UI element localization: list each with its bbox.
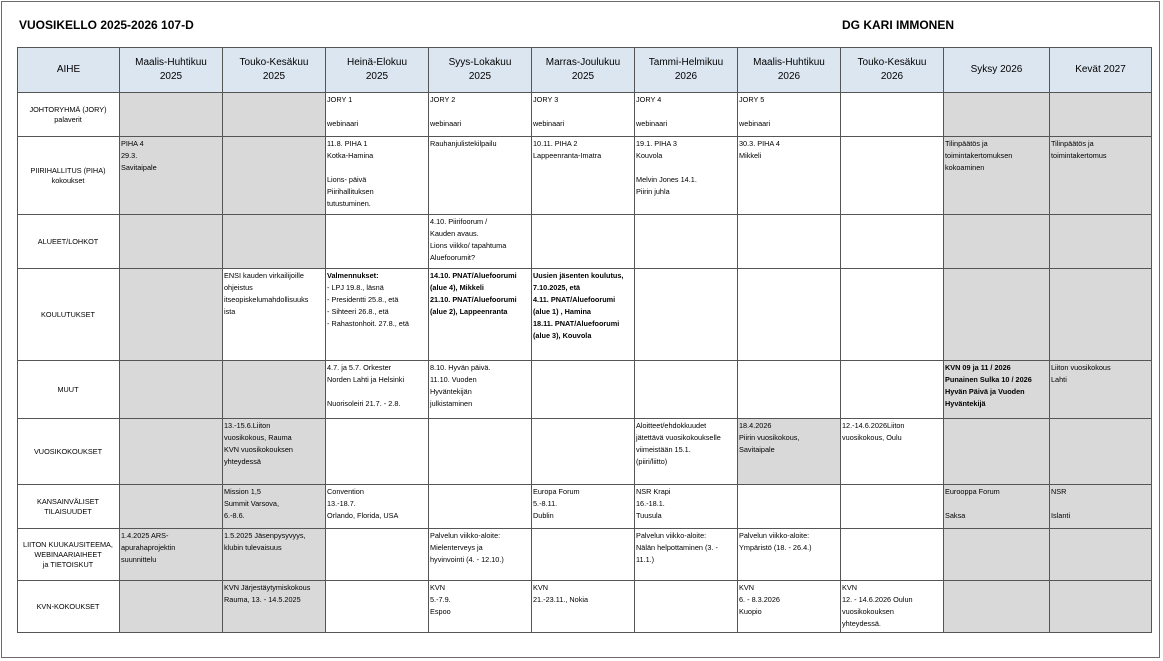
row-label: KANSAINVÄLISET TILAISUUDET	[18, 485, 120, 529]
table-cell: Palvelun viikko-aloite: Nälän helpottaminen (3. - 11.1.)	[635, 529, 738, 581]
table-cell	[841, 215, 944, 269]
table-cell: KVN Järjestäytymiskokous Rauma, 13. - 14.5.2025	[223, 581, 326, 633]
table-cell	[429, 419, 532, 485]
row-label: MUUT	[18, 361, 120, 419]
table-cell	[532, 529, 635, 581]
table-cell	[841, 137, 944, 215]
table-cell: 10.11. PIHA 2 Lappeenranta-Imatra	[532, 137, 635, 215]
table-cell: Uusien jäsenten koulutus, 7.10.2025, etä 4.11. PNAT/Aluefoorumi (alue 1) , Hamina 18.11. PNAT/Aluefoorumi (alue 3), Kouvola	[532, 269, 635, 361]
table-cell	[223, 215, 326, 269]
table-cell: Palvelun viikko-aloite: Ympäristö (18. - 26.4.)	[738, 529, 841, 581]
table-cell: KVN 12. - 14.6.2026 Oulun vuosikokouksen yhteydessä.	[841, 581, 944, 633]
table-cell: Tilinpäätös ja toimintakertomus	[1050, 137, 1152, 215]
column-header: Heinä-Elokuu 2025	[326, 48, 429, 93]
column-header: Maalis-Huhtikuu 2026	[738, 48, 841, 93]
table-cell: Eurooppa Forum Saksa	[944, 485, 1050, 529]
column-header: Syksy 2026	[944, 48, 1050, 93]
table-cell	[223, 93, 326, 137]
table-cell: 4.7. ja 5.7. Orkester Norden Lahti ja Helsinki Nuorisoleiri 21.7. - 2.8.	[326, 361, 429, 419]
table-cell	[1050, 581, 1152, 633]
table-row	[18, 529, 1152, 581]
row-label: KVN-KOKOUKSET	[18, 581, 120, 633]
table-cell	[635, 215, 738, 269]
table-cell	[223, 137, 326, 215]
table-cell: 12.-14.6.2026Liiton vuosikokous, Oulu	[841, 419, 944, 485]
table-cell: Palvelun viikko-aloite: Mielenterveys ja hyvinvointi (4. - 12.10.)	[429, 529, 532, 581]
table-cell: Rauhanjulistekilpailu	[429, 137, 532, 215]
table-row	[18, 581, 1152, 633]
table-cell	[1050, 215, 1152, 269]
table-cell	[223, 361, 326, 419]
row-label: VUOSIKOKOUKSET	[18, 419, 120, 485]
row-label: LIITON KUUKAUSITEEMA, WEBINAARIAIHEET ja TIETOISKUT	[18, 529, 120, 581]
table-cell	[1050, 529, 1152, 581]
table-cell: Valmennukset: - LPJ 19.8., läsnä - Presidentti 25.8., etä - Sihteeri 26.8., etä - Rahastonhoit. 27.8., etä	[326, 269, 429, 361]
table-cell	[944, 269, 1050, 361]
table-cell: KVN 6. - 8.3.2026 Kuopio	[738, 581, 841, 633]
cell-heading: Valmennukset:	[327, 271, 379, 280]
table-cell	[635, 269, 738, 361]
table-cell: ENSI kauden virkailijoille ohjeistus itseopiskelumahdollisuuks ista	[223, 269, 326, 361]
table-cell	[635, 361, 738, 419]
table-cell: 30.3. PIHA 4 Mikkeli	[738, 137, 841, 215]
table-cell: 4.10. Piirifoorum / Kauden avaus. Lions viikko/ tapahtuma Aluefoorumit?	[429, 215, 532, 269]
table-cell	[532, 419, 635, 485]
row-label: KOULUTUKSET	[18, 269, 120, 361]
table-cell	[944, 93, 1050, 137]
table-cell	[944, 581, 1050, 633]
table-cell: PIHA 4 29.3. Savitaipale	[120, 137, 223, 215]
table-cell: 13.-15.6.Liiton vuosikokous, Rauma KVN vuosikokouksen yhteydessä	[223, 419, 326, 485]
table-cell: JORY 4 webinaari	[635, 93, 738, 137]
table-cell: JORY 3 webinaari	[532, 93, 635, 137]
table-cell: 11.8. PIHA 1 Kotka-Hamina Lions- päivä Piirihallituksen tutustuminen.	[326, 137, 429, 215]
table-cell: JORY 5 webinaari	[738, 93, 841, 137]
table-row	[18, 93, 1152, 137]
table-cell	[326, 581, 429, 633]
table-cell: Aloitteet/ehdokkuudet jätettävä vuosikokoukselle viimeistään 15.1. (piiri/liitto)	[635, 419, 738, 485]
column-header: AIHE	[18, 48, 120, 93]
table-cell	[944, 215, 1050, 269]
table-cell	[738, 361, 841, 419]
table-row	[18, 137, 1152, 215]
table-cell: KVN 09 ja 11 / 2026 Punainen Sulka 10 / 2026 Hyvän Päivä ja Vuoden Hyväntekijä	[944, 361, 1050, 419]
table-cell	[429, 485, 532, 529]
table-cell	[120, 361, 223, 419]
column-header: Touko-Kesäkuu 2025	[223, 48, 326, 93]
annual-calendar-table	[17, 47, 1152, 633]
table-cell	[1050, 93, 1152, 137]
table-cell: NSR Krapi 16.-18.1. Tuusula	[635, 485, 738, 529]
column-header: Tammi-Helmikuu 2026	[635, 48, 738, 93]
column-header: Syys-Lokakuu 2025	[429, 48, 532, 93]
column-header: Touko-Kesäkuu 2026	[841, 48, 944, 93]
district-governor-name: DG KARI IMMONEN	[842, 18, 954, 32]
table-cell	[841, 93, 944, 137]
table-cell: JORY 1 webinaari	[326, 93, 429, 137]
row-label: JOHTORYHMÄ (JORY) palaverit	[18, 93, 120, 137]
table-cell	[326, 529, 429, 581]
document-title: VUOSIKELLO 2025-2026 107-D	[19, 18, 194, 32]
table-cell: 1.4.2025 ARS- apurahaprojektin suunnittelu	[120, 529, 223, 581]
table-cell	[1050, 269, 1152, 361]
table-cell	[944, 529, 1050, 581]
table-cell	[841, 361, 944, 419]
table-cell	[738, 485, 841, 529]
table-cell: 18.4.2026 Piirin vuosikokous, Savitaipale	[738, 419, 841, 485]
table-cell	[738, 215, 841, 269]
table-cell	[120, 419, 223, 485]
table-cell	[532, 215, 635, 269]
row-label: ALUEET/LOHKOT	[18, 215, 120, 269]
table-cell	[841, 485, 944, 529]
table-cell: 8.10. Hyvän päivä. 11.10. Vuoden Hyväntekijän julkistaminen	[429, 361, 532, 419]
table-cell: 19.1. PIHA 3 Kouvola Melvin Jones 14.1. Piirin juhla	[635, 137, 738, 215]
table-cell	[1050, 419, 1152, 485]
table-row	[18, 215, 1152, 269]
table-cell	[326, 419, 429, 485]
table-cell	[120, 485, 223, 529]
table-cell: KVN 5.-7.9. Espoo	[429, 581, 532, 633]
table-cell: NSR Islanti	[1050, 485, 1152, 529]
table-row	[18, 361, 1152, 419]
table-cell: 14.10. PNAT/Aluefoorumi (alue 4), Mikkeli 21.10. PNAT/Aluefoorumi (alue 2), Lappeenranta	[429, 269, 532, 361]
table-cell	[841, 529, 944, 581]
table-row	[18, 485, 1152, 529]
table-cell: Tilinpäätös ja toimintakertomuksen kokoaminen	[944, 137, 1050, 215]
table-cell	[841, 269, 944, 361]
table-cell	[738, 269, 841, 361]
table-cell: JORY 2 webinaari	[429, 93, 532, 137]
row-label: PIIRIHALLITUS (PIHA) kokoukset	[18, 137, 120, 215]
table-cell: Mission 1,5 Summit Varsova, 6.-8.6.	[223, 485, 326, 529]
table-row	[18, 269, 1152, 361]
table-cell: Liiton vuosikokous Lahti	[1050, 361, 1152, 419]
table-row	[18, 419, 1152, 485]
table-cell	[532, 361, 635, 419]
table-cell	[120, 269, 223, 361]
table-cell	[326, 215, 429, 269]
table-cell: 1.5.2025 Jäsenpysyvyys, klubin tulevaisuus	[223, 529, 326, 581]
table-cell: Convention 13.-18.7. Orlando, Florida, USA	[326, 485, 429, 529]
table-cell	[120, 581, 223, 633]
table-cell: KVN 21.-23.11., Nokia	[532, 581, 635, 633]
header-row	[18, 48, 1152, 93]
table-cell	[120, 93, 223, 137]
column-header: Marras-Joulukuu 2025	[532, 48, 635, 93]
table-cell	[944, 419, 1050, 485]
table-cell	[635, 581, 738, 633]
column-header: Kevät 2027	[1050, 48, 1152, 93]
table-cell	[120, 215, 223, 269]
column-header: Maalis-Huhtikuu 2025	[120, 48, 223, 93]
table-cell: Europa Forum 5.-8.11. Dublin	[532, 485, 635, 529]
